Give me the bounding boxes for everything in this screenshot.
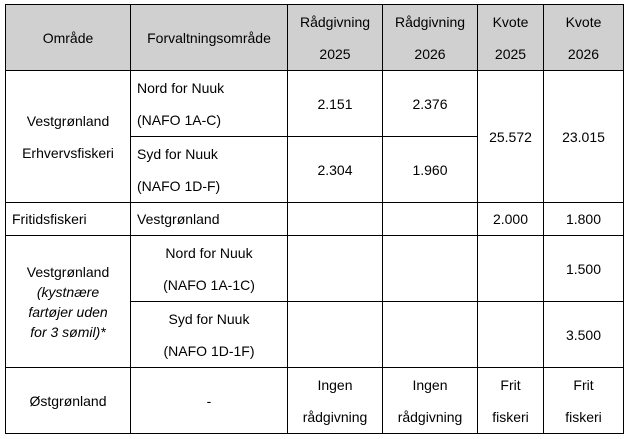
cell-raad2025-fritid <box>288 203 383 236</box>
cell-area-nord: Nord for Nuuk (NAFO 1A-C) <box>131 71 288 137</box>
cell-raad2026-kyst-nord <box>383 236 478 302</box>
table-row <box>6 203 624 236</box>
header-kvote-2025: Kvote 2025 <box>478 5 544 71</box>
cell-area-syd: Syd for Nuuk (NAFO 1D-F) <box>131 137 288 203</box>
header-kvote-2026: Kvote 2026 <box>544 5 624 71</box>
cell-raad2026-nord: 2.376 <box>383 71 478 137</box>
cell-raad2025-nord: 2.151 <box>288 71 383 137</box>
cell-kvote2026-kyst-syd: 3.500 <box>544 302 624 368</box>
cell-omraade-fritid: Fritidsfiskeri <box>6 203 131 236</box>
cell-area-kyst-nord: Nord for Nuuk (NAFO 1A-1C) <box>131 236 288 302</box>
cell-kvote2025-kyst-syd <box>478 302 544 368</box>
cell-raad2025-kyst-nord <box>288 236 383 302</box>
cell-omraade-vest-kyst: Vestgrønland (kystnære fartøjer uden for 3 sømil)* <box>6 236 131 368</box>
cell-raad2025-kyst-syd <box>288 302 383 368</box>
cell-omraade-oest: Østgrønland <box>6 368 131 434</box>
cell-raad2026-fritid <box>383 203 478 236</box>
cell-kvote2025-kyst-nord <box>478 236 544 302</box>
header-raadgivning-2025: Rådgivning 2025 <box>288 5 383 71</box>
cell-kvote2026-kyst-nord: 1.500 <box>544 236 624 302</box>
table-row <box>6 71 624 137</box>
cell-kvote2025-fritid: 2.000 <box>478 203 544 236</box>
cell-omraade-vest-erhverv: Vestgrønland Erhvervsfiskeri <box>6 71 131 203</box>
cell-kvote2026-vest-erhverv: 23.015 <box>544 71 624 203</box>
table-row <box>6 368 624 434</box>
cell-raad2025-oest: Ingen rådgivning <box>288 368 383 434</box>
header-omraade: Område <box>6 5 131 71</box>
cell-kvote2025-vest-erhverv: 25.572 <box>478 71 544 203</box>
cell-raad2026-kyst-syd <box>383 302 478 368</box>
cell-raad2025-syd: 2.304 <box>288 137 383 203</box>
cell-area-oest: - <box>131 368 288 434</box>
quota-table <box>5 4 624 434</box>
cell-area-kyst-syd: Syd for Nuuk (NAFO 1D-1F) <box>131 302 288 368</box>
cell-area-fritid: Vestgrønland <box>131 203 288 236</box>
cell-raad2026-oest: Ingen rådgivning <box>383 368 478 434</box>
cell-kvote2025-oest: Frit fiskeri <box>478 368 544 434</box>
header-raadgivning-2026: Rådgivning 2026 <box>383 5 478 71</box>
table-row <box>6 236 624 302</box>
header-forvaltning: Forvaltningsområde <box>131 5 288 71</box>
cell-kvote2026-oest: Frit fiskeri <box>544 368 624 434</box>
cell-kvote2026-fritid: 1.800 <box>544 203 624 236</box>
header-row <box>6 5 624 71</box>
cell-raad2026-syd: 1.960 <box>383 137 478 203</box>
